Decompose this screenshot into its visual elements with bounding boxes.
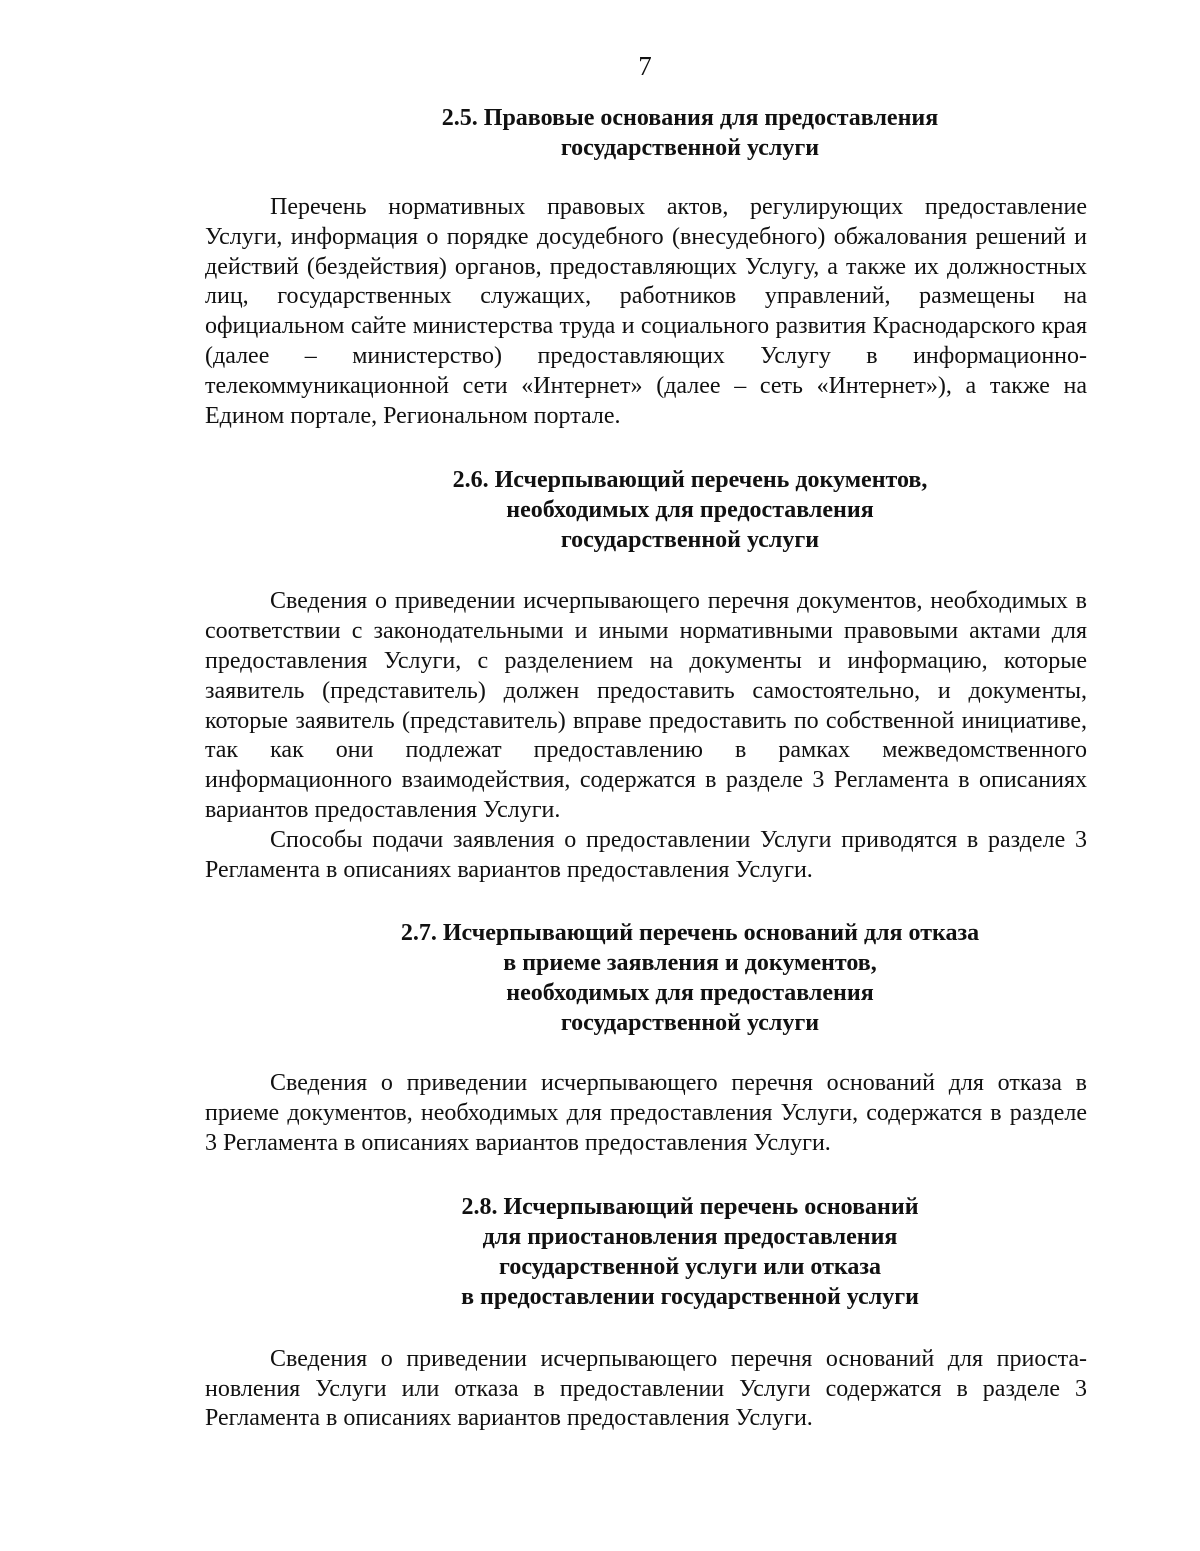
heading-line: 2.5. Правовые основания для предоставления (441, 105, 939, 131)
heading-line: необходимых для предоставления (506, 497, 874, 524)
section-2-6 (205, 465, 1087, 885)
heading-line: в предоставлении государственной услуги (461, 1283, 919, 1310)
paragraph: Способы подачи заявления о предоставлении Услуги приводятся в разделе 3 Регламента в описаниях вариантов предоставления Услуги. (205, 826, 1087, 883)
section-heading (205, 465, 1087, 555)
paragraph: Сведения о приведении исчерпывающего перечня документов, необходимых в соответствии с законодательными и иными нормативными правовыми актами для предоставления Услуги, с разделением на документы и информацию, которые заявитель (представитель) должен предоставить самостоятельно, и документы, которые заявитель (представитель) вправе предоставить по собственной инициативе, так как они подлежат предоставлению в рамках межведомственного информационного взаимодействия, содержатся в разделе 3 Регламента в описаниях вариантов предоставления Услуги. (205, 588, 1087, 823)
paragraph: Сведения о приведении исчерпывающего перечня оснований для отказа в приеме документов, необходимых для предоставления Услуги, содержатся в разделе 3 Регламента в описаниях вариантов предоставления Услуги. (205, 1070, 1087, 1156)
heading-line: государственной услуги (560, 135, 820, 161)
heading-line: 2.7. Исчерпывающий перечень оснований для отказа (400, 920, 980, 947)
heading-line: для приостановления предоставления (482, 1223, 898, 1250)
heading-line: в приеме заявления и документов, (503, 950, 877, 977)
section-2-5 (205, 103, 1087, 431)
page-number: 7 (638, 51, 652, 81)
paragraph: Перечень нормативных правовых актов, регулирующих предоставление Услуги, информация о порядке досудебного (внесудебного) обжалования решений и действий (бездействия) органов, предоставляющих Услугу, а также их должностных лиц, государственных служащих, работников управлений, размещены на официальном сайте министерства труда и социального развития Краснодарского края (далее – министерство) предоставляющих Услугу в информационно-телекоммуникационной сети «Интернет» (далее – сеть «Интернет»), а также на Едином портале, Региональном портале. (205, 194, 1087, 429)
section-heading (205, 103, 1087, 163)
paragraph: Сведения о приведении исчерпывающего перечня оснований для приостановления Услуги или отказа в предоставлении Услуги содержатся в разделе 3 Регламента в описаниях вариантов предоставления Услуги. (205, 1345, 1087, 1432)
heading-line: 2.6. Исчерпывающий перечень документов, (452, 467, 928, 494)
heading-line: государственной услуги (560, 1010, 820, 1037)
heading-line: государственной услуги (560, 527, 820, 554)
section-heading (205, 1192, 1087, 1312)
heading-line: 2.8. Исчерпывающий перечень оснований (461, 1193, 919, 1220)
heading-line: государственной услуги или отказа (499, 1253, 881, 1280)
section-2-8 (205, 1192, 1087, 1434)
document-body (205, 103, 1087, 1434)
heading-line: необходимых для предоставления (506, 980, 874, 1007)
section-2-7 (205, 918, 1087, 1158)
section-heading (205, 918, 1087, 1038)
